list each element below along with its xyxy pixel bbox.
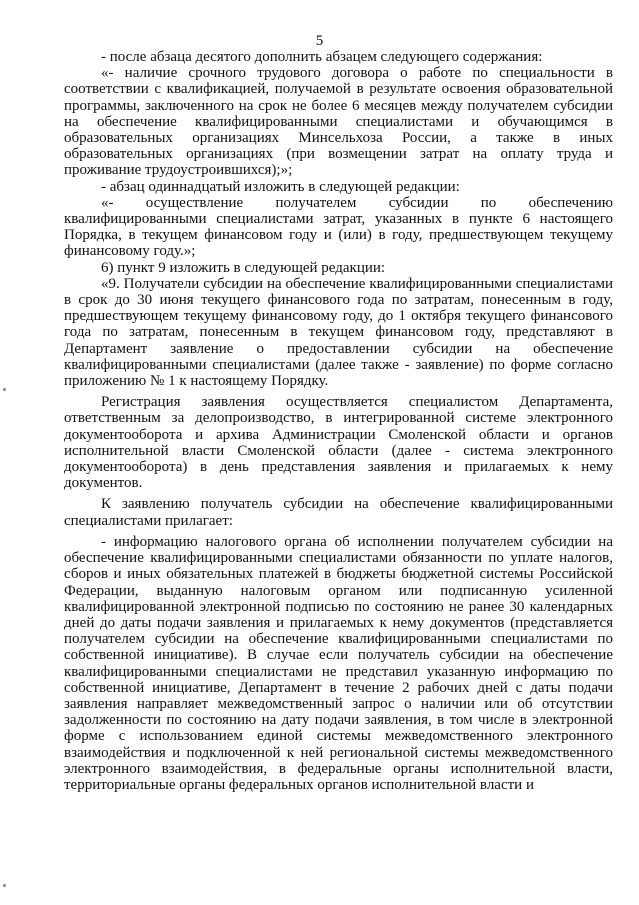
paragraph-fixed-term-contract: «- наличие срочного трудового договора о работе по специальности в соответствии с квалификацией, получаемой в результате освоения образовательной программы, заключенного на срок не более 6 месяцев между получателем субсидии на обеспечение квалифицированными специалистами и обучающимся в образовательных организациях Минсельхоза России, а также в иных образовательных организациях (при возмещении затрат на оплату труда и проживание трудоустроившихся);»; (64, 65, 613, 179)
scan-edge-mark (3, 388, 6, 391)
paragraph-instruction-after-tenth: - после абзаца десятого дополнить абзацем следующего содержания: (101, 49, 543, 65)
scan-edge-mark (3, 884, 6, 887)
page-number: 5 (315, 33, 324, 49)
document-body (64, 49, 613, 793)
paragraph-point-9-instruction: 6) пункт 9 изложить в следующей редакции: (101, 259, 386, 276)
paragraph-tax-information: - информацию налогового органа об исполнении получателем субсидии на обеспечение квалифицированными специалистами обязанности по уплате налогов, сборов и иных обязательных платежей в бюджеты бюджетной системы Российской Федерации, выданную налоговым органом или подписанную усиленной квалифицированной электронной подписью по состоянию не ранее 30 календарных дней до даты подачи заявления и прилагаемых к нему документов (представляется получателем субсидии на обеспечение квалифицированными специалистами по собственной инициативе). В случае если получатель субсидии на обеспечение квалифицированными специалистами не представил указанную информацию по собственной инициативе, Департамент в течение 2 рабочих дней с даты подачи заявления направляет межведомственный запрос о наличии или об отсутствии задолженности по состоянию на дату подачи заявления, в том числе в электронной форме с использованием единой системы межведомственного электронного взаимодействия и подключенной к ней региональной системы межведомственного электронного взаимодействия, в федеральные органы исполнительной власти, территориальные органы федеральных органов исполнительной власти и (64, 533, 613, 793)
paragraph-attachments-intro: К заявлению получатель субсидии на обеспечение квалифицированными специалистами прилагает: (64, 496, 613, 529)
paragraph-registration: Регистрация заявления осуществляется специалистом Департамента, ответственным за делопроизводство, в интегрированной системе электронного документооборота и архива Администрации Смоленской области и органов исполнительной власти Смоленской области (далее - система электронного документооборота) в день представления заявления и прилагаемых к нему документов. (64, 394, 613, 492)
paragraph-point-9-text: «9. Получатели субсидии на обеспечение квалифицированными специалистами в срок до 30 июня текущего финансового года по затратам, понесенным в году, предшествующем текущему финансовому году, до 1 октября текущего финансового года по затратам, понесенным в текущем финансовом году, представляют в Департамент заявление о предоставлении субсидии на обеспечение квалифицированными специалистами (далее также - заявление) по форме согласно приложению № 1 к настоящему Порядку. (64, 275, 613, 390)
paragraph-costs-implementation: «- осуществление получателем субсидии по обеспечению квалифицированными специалистами затрат, указанных в пункте 6 настоящего Порядка, в текущем финансовом году и (или) в году, предшествующем текущему финансовому году.»; (64, 194, 613, 260)
paragraph-instruction-eleventh: - абзац одиннадцатый изложить в следующей редакции: (101, 178, 460, 195)
